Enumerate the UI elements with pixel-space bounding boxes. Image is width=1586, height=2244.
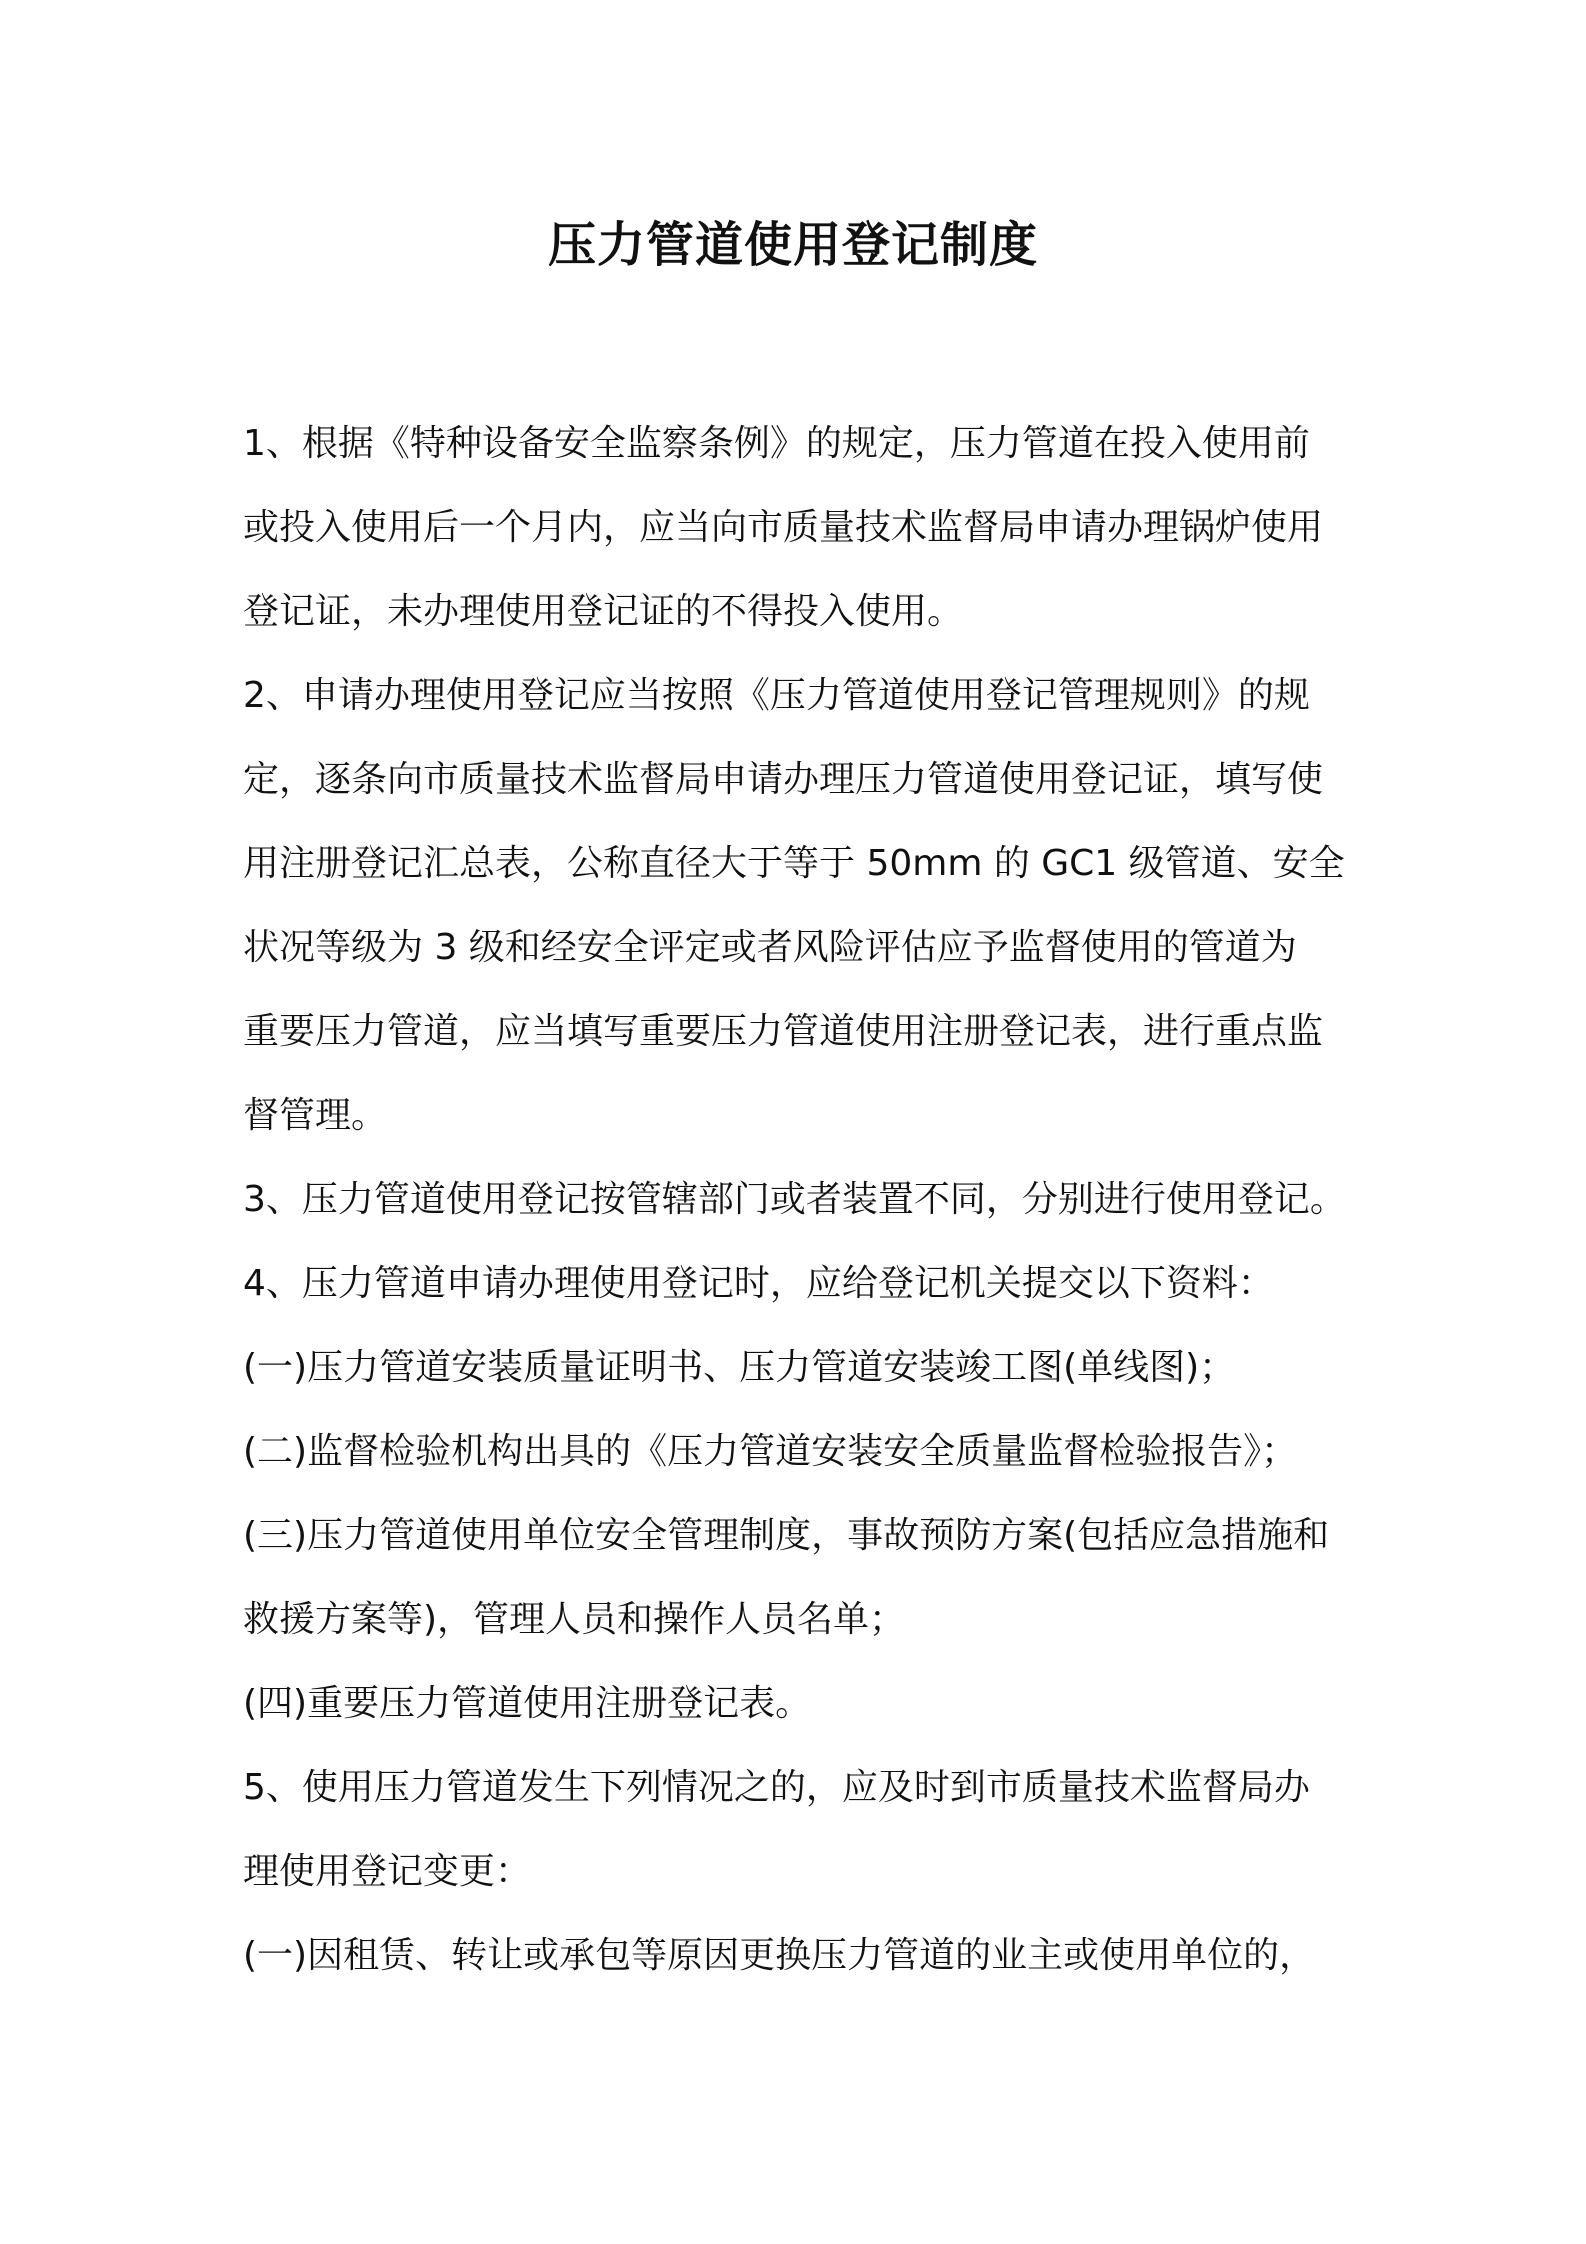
body-line: 2、申请办理使用登记应当按照《压力管道使用登记管理规则》的规: [243, 675, 1310, 716]
body-line: 登记证，未办理使用登记证的不得投入使用。: [243, 591, 964, 632]
body-line: (四)重要压力管道使用注册登记表。: [243, 1683, 812, 1724]
body-line: (三)压力管道使用单位安全管理制度，事故预防方案(包括应急措施和: [243, 1515, 1330, 1556]
body-line: (二)监督检验机构出具的《压力管道安装安全质量监督检验报告》；: [243, 1431, 1298, 1472]
body-line: 定，逐条向市质量技术监督局申请办理压力管道使用登记证，填写使: [243, 759, 1324, 800]
body-line: (一)因租赁、转让或承包等原因更换压力管道的业主或使用单位的，: [243, 1935, 1316, 1976]
body-line: 督管理。: [243, 1095, 388, 1136]
body-line: 4、压力管道申请办理使用登记时，应给登记机关提交以下资料：: [243, 1263, 1274, 1304]
body-line: 5、使用压力管道发生下列情况之的，应及时到市质量技术监督局办: [243, 1767, 1310, 1808]
document-title: 压力管道使用登记制度: [547, 217, 1038, 273]
body-line: 用注册登记汇总表，公称直径大于等于 50mm 的 GC1 级管道、安全: [243, 843, 1345, 884]
body-line: (一)压力管道安装质量证明书、压力管道安装竣工图(单线图)；: [243, 1347, 1236, 1388]
body-line: 重要压力管道，应当填写重要压力管道使用注册登记表，进行重点监: [243, 1011, 1324, 1052]
body-line: 1、根据《特种设备安全监察条例》的规定，压力管道在投入使用前: [243, 423, 1310, 464]
body-line: 3、压力管道使用登记按管辖部门或者装置不同，分别进行使用登记。: [243, 1179, 1346, 1220]
body-line: 状况等级为 3 级和经安全评定或者风险评估应予监督使用的管道为: [243, 927, 1297, 968]
body-line: 或投入使用后一个月内，应当向市质量技术监督局申请办理锅炉使用: [243, 507, 1324, 548]
body-line: 理使用登记变更：: [243, 1851, 532, 1892]
body-line: 救援方案等)，管理人员和操作人员名单；: [243, 1599, 906, 1640]
document-body: [243, 402, 1383, 1998]
